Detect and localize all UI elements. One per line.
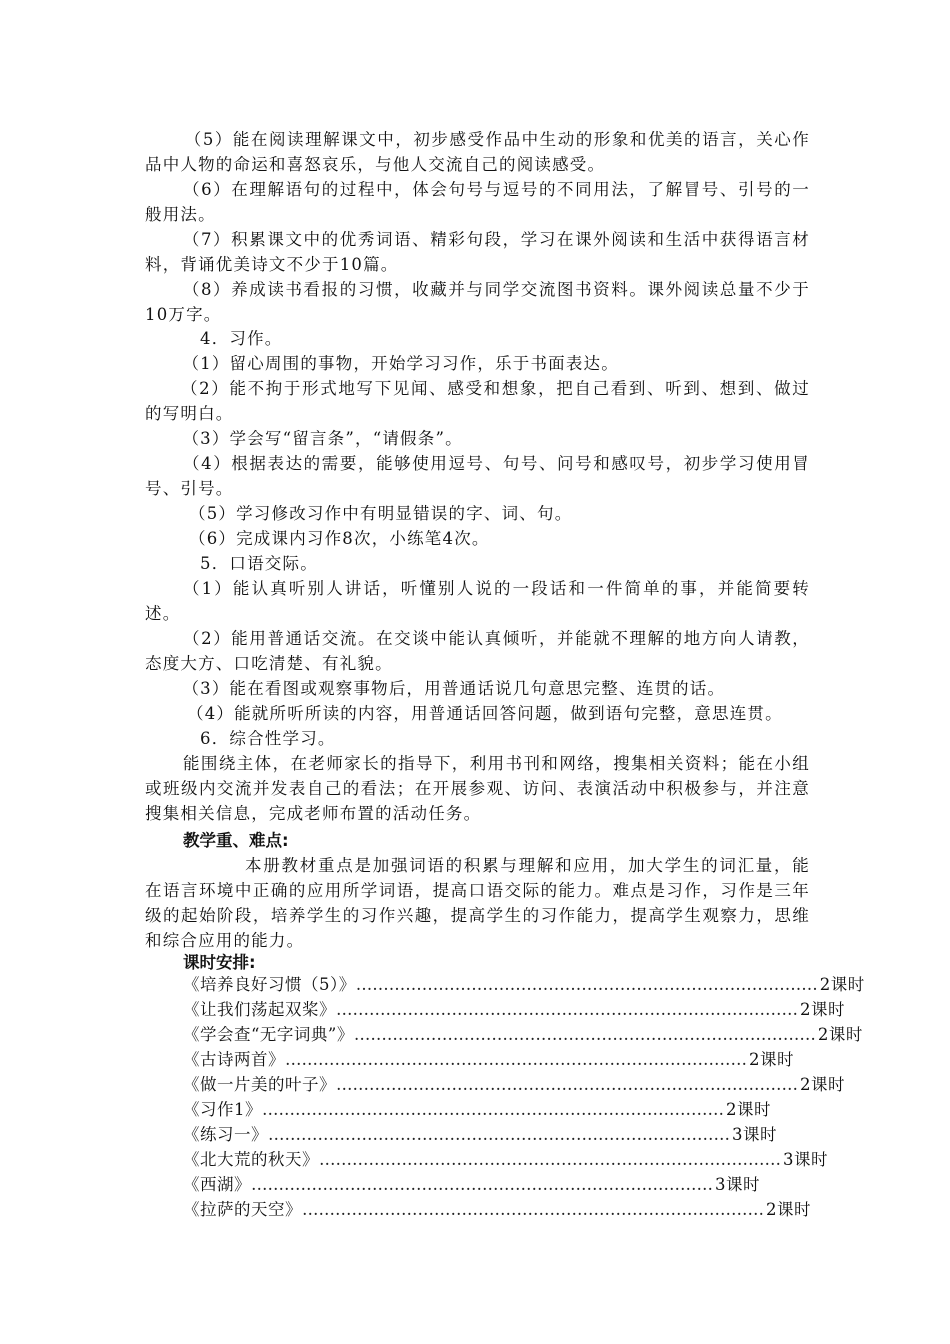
section-6-heading: 6．综合性学习。 xyxy=(200,729,336,748)
lesson-title: 《北大荒的秋天》 xyxy=(183,1150,319,1169)
leader-dots: ………………………………………………………………………… xyxy=(336,1075,798,1094)
lesson-hours: 2课时 xyxy=(819,975,865,994)
schedule-list xyxy=(183,972,865,1222)
schedule-row xyxy=(183,972,865,997)
focus-heading: 教学重、难点: xyxy=(183,831,289,850)
leader-dots: ………………………………………………………………………… xyxy=(355,975,818,994)
writing-item-3: （3）学会写“留言条”，“请假条”。 xyxy=(173,429,463,448)
writing-item-4: （4）根据表达的需要，能够使用逗号、句号、问号和感叹号，初步学习使用冒号、引号。 xyxy=(145,454,810,498)
lesson-hours: 2课时 xyxy=(800,1075,845,1094)
schedule-row xyxy=(183,1172,760,1197)
schedule-row xyxy=(183,1122,777,1147)
lesson-title: 《古诗两首》 xyxy=(183,1050,285,1069)
leader-dots: ………………………………………………………………………… xyxy=(268,1125,730,1144)
lesson-title: 《做一片美的叶子》 xyxy=(183,1075,336,1094)
lesson-title: 《习作1》 xyxy=(183,1100,262,1119)
schedule-row xyxy=(183,997,845,1022)
lesson-title: 《让我们荡起双桨》 xyxy=(183,1000,336,1019)
lesson-hours: 3课时 xyxy=(732,1125,777,1144)
writing-item-2: （2）能不拘于形式地写下见闻、感受和想象，把自己看到、听到、想到、做过的写明白。 xyxy=(145,379,810,423)
lesson-hours: 3课时 xyxy=(783,1150,828,1169)
lesson-title: 《培养良好习惯（5）》 xyxy=(183,975,356,994)
paragraph-5-reading: （5）能在阅读理解课文中，初步感受作品中生动的形象和优美的语言，关心作品中人物的命运和喜怒哀乐，与他人交流自己的阅读感受。 xyxy=(145,130,810,174)
lesson-title: 《拉萨的天空》 xyxy=(183,1200,302,1219)
leader-dots: ………………………………………………………………………… xyxy=(262,1100,724,1119)
leader-dots: ………………………………………………………………………… xyxy=(285,1050,747,1069)
section-4-heading: 4．习作。 xyxy=(200,329,283,348)
speaking-item-4: （4）能就所听所读的内容，用普通话回答问题，做到语句完整，意思连贯。 xyxy=(187,704,783,723)
paragraph-7-accumulate: （7）积累课文中的优秀词语、精彩句段，学习在课外阅读和生活中获得语言材料，背诵优美诗文不少于10篇。 xyxy=(145,230,810,274)
lesson-hours: 2课时 xyxy=(817,1025,863,1044)
paragraph-8-reading-habit: （8）养成读书看报的习惯，收藏并与同学交流图书资料。课外阅读总量不少于10万字。 xyxy=(145,280,810,324)
speaking-item-1: （1）能认真听别人讲话，听懂别人说的一段话和一件简单的事，并能简要转述。 xyxy=(145,579,810,623)
schedule-row xyxy=(183,1147,828,1172)
schedule-row xyxy=(183,1072,845,1097)
speaking-item-2: （2）能用普通话交流。在交谈中能认真倾听，并能就不理解的地方向人请教，态度大方、口吃清楚、有礼貌。 xyxy=(145,629,810,673)
lesson-hours: 2课时 xyxy=(800,1000,845,1019)
lesson-title: 《学会查“无字词典”》 xyxy=(183,1025,354,1044)
schedule-row xyxy=(183,1097,771,1122)
lesson-hours: 2课时 xyxy=(726,1100,771,1119)
leader-dots: ………………………………………………………………………… xyxy=(319,1150,781,1169)
lesson-hours: 2课时 xyxy=(749,1050,794,1069)
writing-item-1: （1）留心周围的事物，开始学习习作，乐于书面表达。 xyxy=(173,354,619,373)
speaking-item-3: （3）能在看图或观察事物后，用普通话说几句意思完整、连贯的话。 xyxy=(173,679,726,698)
schedule-row xyxy=(183,1022,863,1047)
integrated-learning-text: 能围绕主体，在老师家长的指导下，利用书刊和网络，搜集相关资料；能在小组或班级内交流并发表自己的看法；在开展参观、访问、表演活动中积极参与，并注意搜集相关信息，完成老师布置的活动任务。 xyxy=(145,754,810,823)
schedule-heading: 课时安排: xyxy=(183,953,256,972)
leader-dots: ………………………………………………………………………… xyxy=(302,1200,764,1219)
lesson-hours: 2课时 xyxy=(766,1200,811,1219)
writing-item-6: （6）完成课内习作8次，小练笔4次。 xyxy=(189,529,490,548)
lesson-hours: 3课时 xyxy=(715,1175,760,1194)
schedule-row xyxy=(183,1047,794,1072)
schedule-row xyxy=(183,1197,811,1222)
lesson-title: 《练习一》 xyxy=(183,1125,268,1144)
focus-text: 本册教材重点是加强词语的积累与理解和应用，加大学生的词汇量，能在语言环境中正确的应用所学词语，提高口语交际的能力。难点是习作，习作是三年级的起始阶段，培养学生的习作兴趣，提高学生的习作能力，提高学生观察力，思维和综合应用的能力。 xyxy=(145,856,810,950)
leader-dots: ………………………………………………………………………… xyxy=(336,1000,798,1019)
paragraph-6-punctuation: （6）在理解语句的过程中，体会句号与逗号的不同用法，了解冒号、引号的一般用法。 xyxy=(145,180,810,224)
leader-dots: ………………………………………………………………………… xyxy=(251,1175,713,1194)
writing-item-5: （5）学习修改习作中有明显错误的字、词、句。 xyxy=(189,504,573,523)
lesson-title: 《西湖》 xyxy=(183,1175,251,1194)
leader-dots: ………………………………………………………………………… xyxy=(353,1025,816,1044)
section-5-heading: 5．口语交际。 xyxy=(200,554,318,573)
